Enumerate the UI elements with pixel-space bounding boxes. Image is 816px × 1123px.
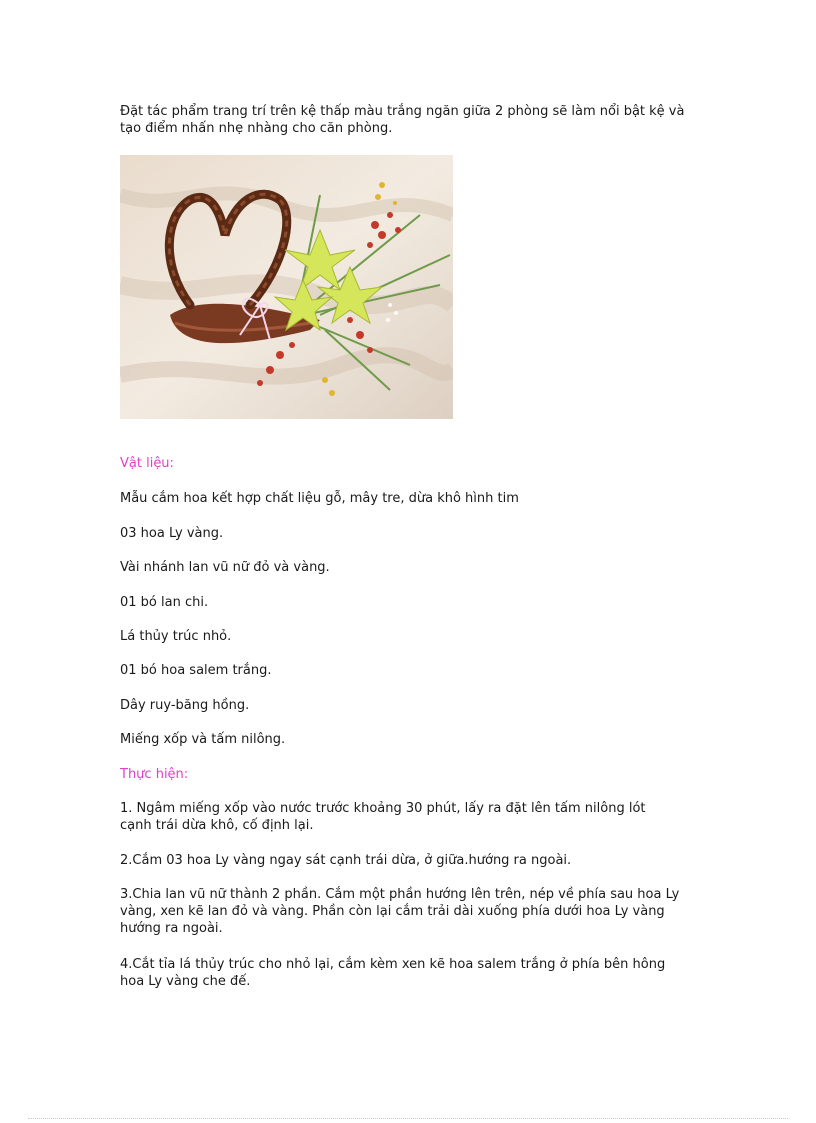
material-item: Miếng xốp và tấm nilông. [120, 732, 286, 747]
step-paragraph: 2.Cắm 03 hoa Ly vàng ngay sát cạnh trái dừa, ở giữa.hướng ra ngoài. [120, 853, 572, 868]
materials-heading: Vật liệu: [120, 456, 174, 471]
material-item: Vài nhánh lan vũ nữ đỏ và vàng. [120, 560, 330, 575]
page-bottom-divider [28, 1118, 788, 1119]
material-item: Dây ruy-băng hồng. [120, 698, 250, 713]
flower-arrangement-photo [120, 155, 453, 419]
step-paragraph: 1. Ngâm miếng xốp vào nước trước khoảng 30 phút, lấy ra đặt lên tấm nilông lót cạnh trái dừa khô, cố định lại. [120, 801, 646, 833]
material-item: 01 bó lan chi. [120, 595, 209, 610]
material-item: 03 hoa Ly vàng. [120, 526, 224, 541]
material-item: Lá thủy trúc nhỏ. [120, 629, 232, 644]
step-paragraph: 3.Chia lan vũ nữ thành 2 phần. Cắm một phần hướng lên trên, nép về phía sau hoa Ly vàng, xen kẽ lan đỏ và vàng. Phần còn lại cắm trải dài xuống phía dưới hoa Ly vàng hướng ra ngoài. [120, 887, 680, 936]
intro-paragraph: Đặt tác phẩm trang trí trên kệ thấp màu trắng ngăn giữa 2 phòng sẽ làm nổi bật kệ và tạo điểm nhấn nhẹ nhàng cho căn phòng. [120, 104, 685, 136]
steps-heading: Thực hiện: [120, 767, 189, 782]
step-paragraph: 4.Cắt tỉa lá thủy trúc cho nhỏ lại, cắm kèm xen kẽ hoa salem trắng ở phía bên hông hoa Ly vàng che đế. [120, 957, 666, 989]
material-item: 01 bó hoa salem trắng. [120, 663, 272, 678]
material-item: Mẫu cắm hoa kết hợp chất liệu gỗ, mây tre, dừa khô hình tim [120, 491, 519, 506]
